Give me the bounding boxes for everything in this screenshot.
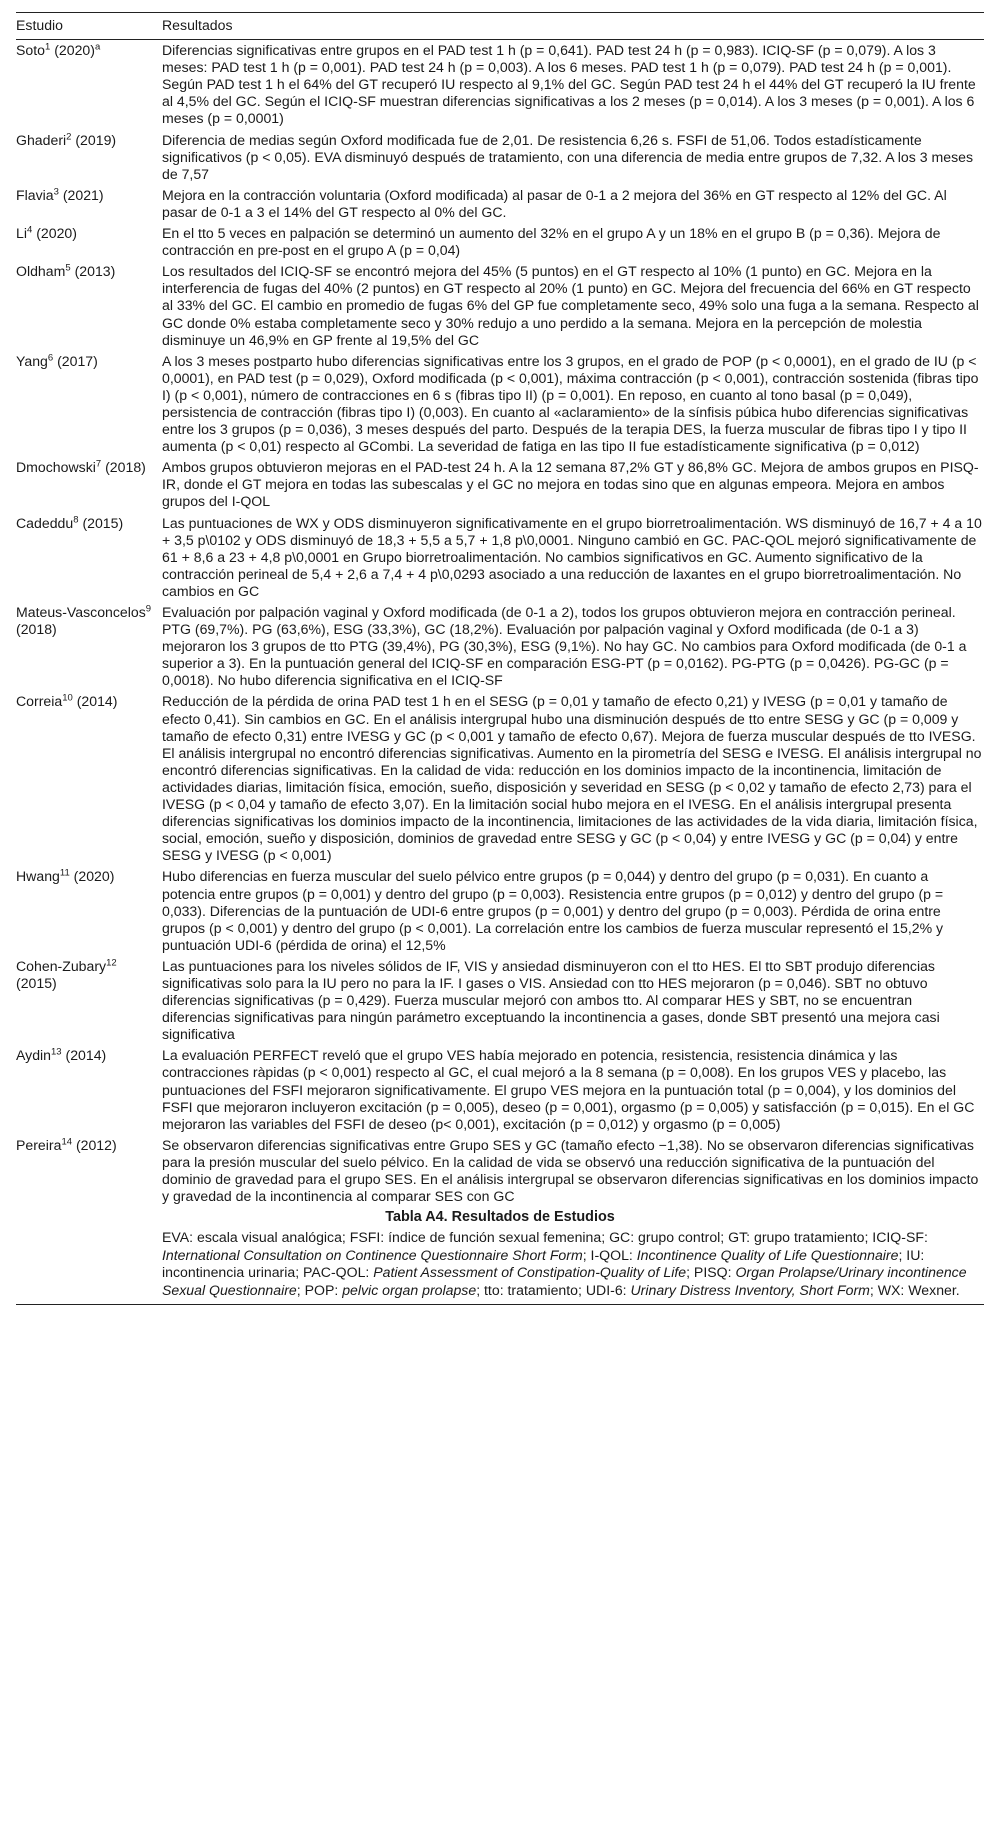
table-row bbox=[16, 1135, 984, 1207]
table-bottom-rule bbox=[16, 1304, 984, 1305]
study-year: (2020) bbox=[54, 42, 95, 59]
result-cell: En el tto 5 veces en palpación se determinó un aumento del 32% en el grupo A y un 18% en el grupo B (p = 0,36). Mejora de contracción en pre-post en el grupo A (p = 0,04) bbox=[162, 225, 941, 259]
study-cell bbox=[16, 691, 162, 866]
study-reference: 1 bbox=[45, 41, 51, 53]
study-reference: 2 bbox=[66, 130, 72, 142]
study-cell bbox=[16, 351, 162, 458]
abbreviation-text: ; POP: bbox=[296, 1281, 343, 1298]
result-cell: Los resultados del ICIQ-SF se encontró mejora del 45% (5 puntos) en el GT respecto al 10% (1 punto) en GC. Mejora en la interferencia de fugas del 40% (2 puntos) en GT respecto al 20% (1 punto) en GC. Mejora del frecuencia del 66% en GT respecto al 33% del GC. El cambio en promedio de fugas 6% del GP fue completamente seco, 49% solo una fuga a la semana. Respecto al GC donde 0% estaba completamente seco y 30% redujo a uno perdido a la semana. Mejora en la percepción de molestia disminuye un 46,9% en GP frente al 19,5% del GC bbox=[162, 263, 979, 348]
study-cell bbox=[16, 261, 162, 350]
table-body bbox=[16, 40, 984, 1208]
abbreviation-text: ; tto: tratamiento; UDI-6: bbox=[476, 1281, 631, 1298]
study-reference: 14 bbox=[61, 1136, 73, 1148]
abbreviation-text: EVA: escala visual analógica; FSFI: índice de función sexual femenina; GC: grupo control; GT: grupo tratamiento; ICIQ-SF: bbox=[162, 1229, 928, 1245]
study-author: Dmochowski bbox=[16, 459, 96, 476]
study-cell bbox=[16, 866, 162, 955]
study-cell bbox=[16, 1045, 162, 1134]
study-cell bbox=[16, 223, 162, 261]
header-estudio: Estudio bbox=[16, 17, 64, 33]
study-author: Flavia bbox=[16, 186, 54, 203]
study-author: Yang bbox=[16, 352, 48, 369]
results-table bbox=[16, 12, 984, 1207]
abbreviation-text: ; IU: incontinencia urinaria; PAC-QOL: bbox=[162, 1246, 925, 1281]
study-author: Li bbox=[16, 225, 27, 242]
result-cell: Diferencias significativas entre grupos en el PAD test 1 h (p = 0,641). PAD test 24 h (p = 0,983). ICIQ-SF (p = 0,079). A los 3 meses: PAD test 1 h (p = 0,001). PAD test 24 h (p = 0,003). A los 6 meses. PAD test 1 h (p = 0,079). PAD test 24 h (p = 0,001). Según PAD test 1 h el 64% del GT recuperó IU respecto al 9,1% del GC. Según PAD test 24 h el 44% del GT recuperó la IU frente al 4,5% del GC. Según el ICIQ-SF muestran diferencias significativas a los 2 meses (p = 0,014). A los 3 meses (p = 0,001). A los 6 meses (p = 0,0001) bbox=[162, 42, 976, 127]
result-cell: Reducción de la pérdida de orina PAD test 1 h en el SESG (p = 0,01 y tamaño de efecto 0,21) y IVESG (p = 0,01 y tamaño de efecto 0,41). Sin cambios en GC. En el análisis intergrupal hubo una disminución después de tto entre SESG y GC (p = 0,009 y tamaño de efecto 0,31) entre IVESG y GC (p < 0,001 y tamaño de efecto 0,67). Mejora de fuerza muscular después de tto IVESG. El análisis intergrupal no encontró diferencias significativas. Aumento en la pirometría del SESG e IVESG. El análisis intergrupal no encontró diferencias significativas. En la calidad de vida: reducción en los dominios impacto de la incontinencia, limitación de actividades diarias, limitación física, emoción, sueño, disposición y severidad en SESG (p < 0,02 y tamaño de efecto 2,73) para el IVESG (p < 0,04 y tamaño de efecto 3,07). En la limitación social hubo mejora en el IVESG. En el análisis intergrupal presenta diferencias significativas los dominios impacto de la incontinencia, limitaciones de las actividades de la vida diaria, limitación física, social, emoción, sueño y disposición, dominios de gravedad entre SESG y GC (p < 0,04) y entre IVESG y GC (p = 0,04) y entre SESG y IVESG (p < 0,001) bbox=[162, 693, 982, 864]
study-reference: 3 bbox=[53, 186, 59, 198]
study-year: (2013) bbox=[74, 263, 116, 280]
table-header bbox=[16, 13, 984, 40]
table-row bbox=[16, 513, 984, 602]
table-row bbox=[16, 602, 984, 691]
study-year: (2020) bbox=[73, 868, 115, 885]
study-reference: 13 bbox=[51, 1046, 62, 1058]
study-reference: 10 bbox=[62, 692, 73, 704]
study-year: (2019) bbox=[75, 131, 117, 148]
table-row bbox=[16, 130, 984, 185]
table-row bbox=[16, 185, 984, 223]
table-row bbox=[16, 40, 984, 130]
study-reference: 12 bbox=[106, 957, 117, 969]
abbreviations-note bbox=[162, 1229, 970, 1299]
study-author: Mateus-Vasconcelos bbox=[16, 604, 146, 620]
study-author: Ghaderi bbox=[16, 131, 67, 148]
study-year: (2014) bbox=[76, 693, 118, 710]
study-reference: 8 bbox=[73, 513, 79, 525]
study-author: Soto bbox=[16, 42, 45, 59]
study-reference: 11 bbox=[59, 867, 70, 879]
result-cell: Las puntuaciones para los niveles sólidos de IF, VIS y ansiedad disminuyeron con el tto HES. El tto SBT produjo diferencias significativas solo para la IU pero no para la IF. I gases o VIS. Ansiedad con tto HES mejoraron (p = 0,046). SBT no obtuvo diferencias significativas (p = 0,429). Fuerza muscular mejoró con ambos tto. Al comparar HES y SBT, no se encuentran diferencias significativas para ningún parámetro exceptuando la incontinencia a gases, donde SBT presentó una mejora casi significativa bbox=[162, 957, 940, 1043]
result-cell: Ambos grupos obtuvieron mejoras en el PAD-test 24 h. A la 12 semana 87,2% GT y 86,8% GC. Mejora de ambos grupos en PISQ-IR, donde el GT mejora en todas las subescalas y el GC no mejora en todas sino que en algunas empeora. Mejora en ambos grupos del I-QOL bbox=[162, 459, 979, 510]
study-reference: 7 bbox=[95, 458, 102, 470]
table-caption: Tabla A4. Resultados de Estudios bbox=[385, 1209, 615, 1225]
study-author: Hwang bbox=[16, 868, 60, 885]
study-reference: 9 bbox=[145, 603, 152, 615]
abbreviation-term: Urinary Distress Inventory, Short Form bbox=[630, 1281, 870, 1298]
table-row bbox=[16, 956, 984, 1045]
study-year: (2018) bbox=[16, 621, 57, 638]
study-year: (2017) bbox=[57, 352, 98, 369]
abbreviation-text: ; PISQ: bbox=[686, 1264, 736, 1281]
table-row bbox=[16, 691, 984, 866]
abbreviation-term: International Consultation on Continence Questionnaire Short Form bbox=[162, 1246, 583, 1263]
table-row bbox=[16, 1045, 984, 1134]
result-cell: Hubo diferencias en fuerza muscular del suelo pélvico entre grupos (p = 0,044) y dentro del grupo (p = 0,031). En cuanto a potencia entre grupos (p = 0,001) y dentro del grupo (p = 0,003). Resistencia entre grupos (p = 0,012) y dentro del grupo (p = 0,033). Diferencias de la puntuación de UDI-6 entre grupos (p = 0,001) y dentro del grupo (p = 0,003). Pérdida de orina entre grupos (p < 0,001) y dentro del grupo (p < 0,001). La correlación entre los cambios de fuerza muscular representó el 15,2% y puntuación UDI-6 (pérdida de orina) el 12,5% bbox=[162, 868, 944, 953]
abbreviation-term: pelvic organ prolapse bbox=[342, 1281, 477, 1298]
study-reference: 5 bbox=[65, 262, 71, 274]
abbreviation-term: Incontinence Quality of Life Questionnaire bbox=[636, 1246, 899, 1263]
study-year: (2015) bbox=[16, 974, 57, 991]
study-year: (2015) bbox=[82, 514, 124, 531]
study-author: Cohen-Zubary bbox=[16, 957, 107, 974]
abbreviation-term: Organ Prolapse/Urinary incontinence Sexual Questionnaire bbox=[162, 1264, 967, 1298]
study-year: (2018) bbox=[105, 459, 146, 476]
table-row bbox=[16, 866, 984, 955]
header-resultados: Resultados bbox=[162, 17, 233, 33]
study-author: Aydin bbox=[16, 1047, 52, 1064]
abbreviation-term: Patient Assessment of Constipation-Quality of Life bbox=[373, 1264, 687, 1281]
study-reference: 6 bbox=[47, 352, 54, 363]
result-cell: Diferencia de medias según Oxford modificada fue de 2,01. De resistencia 6,26 s. FSFI de 51,06. Todos estadísticamente significativos (p < 0,05). EVA disminuyó después de tratamiento, con una diferencia de media entre grupos de 7,32. A los 3 meses de 7,57 bbox=[162, 131, 973, 182]
study-year: (2020) bbox=[36, 225, 77, 242]
study-year: (2021) bbox=[62, 186, 104, 203]
abbreviation-text: ; I-QOL: bbox=[582, 1246, 637, 1263]
result-cell: Se observaron diferencias significativas entre Grupo SES y GC (tamaño efecto −1,38). No se observaron diferencias significativas para la presión muscular del suelo pélvico. En la calidad de vida se observó una reducción significativa de la puntuación del dominio de gravedad para el grupo SES. En el análisis intergrupal se observaron diferencias significativas en los dominios impacto y gravedad de la incontinencia al comparar SES con GC bbox=[162, 1136, 979, 1205]
abbreviation-text: ; WX: Wexner. bbox=[869, 1281, 960, 1298]
study-year: (2014) bbox=[65, 1047, 107, 1064]
result-cell: Las puntuaciones de WX y ODS disminuyeron significativamente en el grupo biorretroalimentación. WS disminuyó de 16,7 + 4 a 10 + 3,5 p\0102 y ODS disminuyó de 18,3 + 5,5 a 5,7 + 1,8 p\0,0001. Ninguno cambió en GC. PAC-QOL mejoró significativamente de 61 + 8,6 a 23 + 4,8 p\0,0001 en Grupo biorretroalimentación. No cambios significativos en GC. Aumento significativo de la contracción perineal de 5,4 + 2,6 a 7,4 + 4 p\0,0293 asociado a una reducción de laxantes en el grupo biorretroalimentación. No cambios en GC bbox=[162, 514, 982, 599]
result-cell: A los 3 meses postparto hubo diferencias significativas entre los 3 grupos, en el grado de POP (p < 0,0001), en el grado de IU (p < 0,0001), en PAD test (p = 0,029), Oxford modificada (p < 0,001), máxima contracción (p < 0,001), contracción sostenida (fibras tipo I) (p < 0,001), número de contracciones en 6 s (fibras tipo II) (p = 0,001). En reposo, en cuanto al tono basal (p = 0,049), persistencia de contracción (fibras tipo I) (0,003). En cuanto al «aclaramiento» de la sínfisis púbica hubo diferencias significativas entre los 3 grupos (p = 0,036), 3 meses después del parto. Después de la terapia DES, la fuerza muscular de fibras tipo I y tipo II aumenta (p < 0,01) respecto al GCombi. La severidad de fatiga en las tipo II fue estadísticamente significativa (p = 0,012) bbox=[162, 352, 979, 455]
table-row bbox=[16, 261, 984, 350]
study-author: Oldham bbox=[16, 263, 66, 280]
study-cell bbox=[16, 1135, 162, 1207]
study-year: (2012) bbox=[75, 1136, 117, 1153]
study-cell bbox=[16, 457, 162, 512]
study-author: Pereira bbox=[16, 1136, 62, 1153]
study-cell bbox=[16, 40, 162, 130]
table-row bbox=[16, 223, 984, 261]
study-author: Correia bbox=[16, 693, 63, 710]
study-note: a bbox=[94, 41, 101, 53]
result-cell: Evaluación por palpación vaginal y Oxford modificada (de 0-1 a 2), todos los grupos obtuvieron mejora en contracción perineal. PTG (69,7%). PG (63,6%), ESG (33,3%), GC (18,2%). Evaluación por palpación vaginal y Oxford modificada (de 0-1 a 3) mejoraron los 3 grupos de tto PTG (39,4%), PG (30,3%), ESG (9,1%). No hay GC. No cambios para Oxford modificada (de 0-1 a superior a 3). En la puntuación general del ICIQ-SF en comparación ESG-PT (p = 0,0162). PG-PTG (p = 0,0426). PG-GC (p = 0,0018). No hubo diferencia significativa en el ICIQ-SF bbox=[162, 604, 967, 689]
study-cell bbox=[16, 185, 162, 223]
result-cell: La evaluación PERFECT reveló que el grupo VES había mejorado en potencia, resistencia, resistencia dinámica y las contracciones ràpidas (p < 0,001) respecto al GC, el cual mejoró a la 8 semana (p = 0,008). En los grupos VES y placebo, las puntuaciones del FSFI mejoraron significativamente. El grupo VES mejora en la puntuación total (p = 0,004), y los dominios del FSFI que mejoraron incluyeron excitación (p = 0,005), deseo (p = 0,001), orgasmo (p = 0,005) y satisfacción (p = 0,015). En el GC mejoraron las variables del FSFI de deseo (p< 0,001), excitación (p = 0,012) y orgasmo (p = 0,005) bbox=[162, 1047, 975, 1132]
study-reference: 4 bbox=[26, 224, 33, 236]
study-cell bbox=[16, 956, 162, 1045]
study-cell bbox=[16, 513, 162, 602]
study-cell bbox=[16, 602, 162, 691]
study-cell bbox=[16, 130, 162, 185]
table-row bbox=[16, 457, 984, 512]
result-cell: Mejora en la contracción voluntaria (Oxford modificada) al pasar de 0-1 a 2 mejora del 36% en GT respecto al 12% del GC. Al pasar de 0-1 a 3 el 14% del GT respecto al 0% del GC. bbox=[162, 186, 947, 220]
study-author: Cadeddu bbox=[16, 514, 74, 531]
table-row bbox=[16, 351, 984, 458]
